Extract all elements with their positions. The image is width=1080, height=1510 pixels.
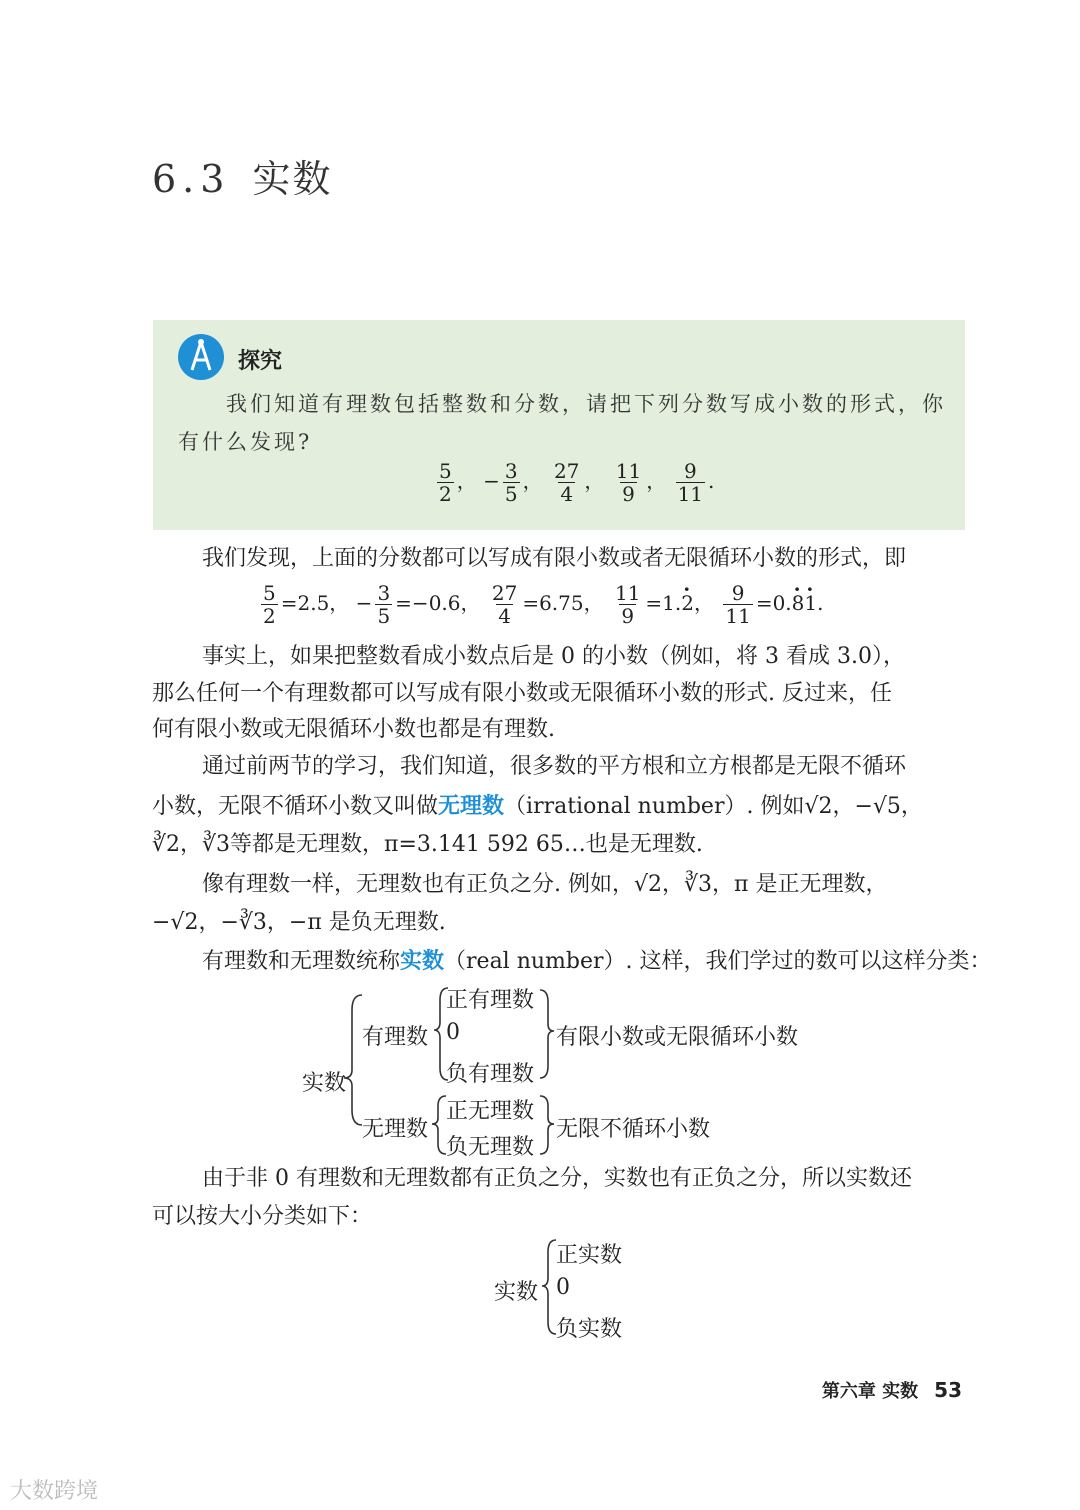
class-pos-irrational: 正无理数 bbox=[446, 1099, 535, 1124]
class-rational: 有理数 bbox=[362, 1025, 429, 1050]
class2-root: 实数 bbox=[494, 1280, 539, 1305]
class-neg-rational: 负有理数 bbox=[446, 1062, 535, 1087]
page-footer bbox=[822, 1377, 962, 1403]
fraction-item: − $\frac{3}{5}$ ， bbox=[483, 459, 543, 506]
class-neg-irrational: 负无理数 bbox=[446, 1135, 535, 1160]
paragraph-2-line-2: 那么任何一个有理数都可以写成有限小数或无限循环小数的形式. 反过来，任 bbox=[152, 681, 892, 706]
paragraph-6-line-2: 可以按大小分类如下： bbox=[152, 1204, 373, 1229]
watermark: 大数跨境 bbox=[10, 1479, 99, 1504]
fraction-item: $\frac{11}{9}$ ， bbox=[615, 459, 667, 506]
explore-line-2: 有什么发现? bbox=[178, 430, 313, 454]
decimal-equations: $\frac{5}{2}$ =2.5， − $\frac{3}{5}$ =−0.6， $\frac{27}{4}$ =6.75， $\frac{11}{9}$ =1.· 2， $\frac{9}{11}$ =0.· 8· 1. bbox=[258, 582, 823, 627]
fraction-item: $\frac{9}{11}$ . bbox=[677, 459, 715, 506]
class-irrational-note: 无限不循环小数 bbox=[556, 1117, 711, 1142]
class-zero: 0 bbox=[446, 1020, 460, 1045]
paragraph-3-line-1: 通过前两节的学习，我们知道，很多数的平方根和立方根都是无限不循环 bbox=[202, 754, 907, 779]
term-irrational: 无理数 bbox=[438, 793, 505, 819]
class-irrational: 无理数 bbox=[362, 1117, 429, 1142]
explore-heading: 探究 bbox=[238, 349, 283, 374]
explore-line-1: 我们知道有理数包括整数和分数，请把下列分数写成小数的形式，你 bbox=[226, 392, 946, 416]
class2-pos: 正实数 bbox=[556, 1243, 623, 1268]
paragraph-4-line-1: 像有理数一样，无理数也有正负之分. 例如，√2，∛3，π 是正无理数， bbox=[202, 872, 888, 897]
fraction-item: $\frac{5}{2}$ ， bbox=[439, 459, 477, 506]
paragraph-5: 有理数和无理数统称实数（real number）. 这样，我们学过的数可以这样分类： bbox=[202, 948, 992, 974]
paragraph-2-line-3: 何有限小数或无限循环小数也都是有理数. bbox=[152, 717, 555, 742]
page-number: 53 bbox=[934, 1378, 962, 1402]
paragraph-1: 我们发现，上面的分数都可以写成有限小数或者无限循环小数的形式，即 bbox=[202, 546, 907, 571]
chapter-label: 第六章 实数 bbox=[821, 1381, 919, 1402]
paragraph-6-line-1: 由于非 0 有理数和无理数都有正负之分，实数也有正负之分，所以实数还 bbox=[202, 1166, 912, 1191]
class-rational-note: 有限小数或无限循环小数 bbox=[556, 1025, 799, 1050]
paragraph-3-line-3: ∛2，∛3等都是无理数，π=3.141 592 65…也是无理数. bbox=[152, 832, 703, 857]
fraction-item: $\frac{27}{4}$ ， bbox=[553, 459, 605, 506]
class-pos-rational: 正有理数 bbox=[446, 988, 535, 1013]
paragraph-2-line-1: 事实上，如果把整数看成小数点后是 0 的小数（例如，将 3 看成 3.0）， bbox=[202, 644, 905, 669]
section-name: 实数 bbox=[252, 157, 333, 201]
section-number: 6.3 bbox=[152, 157, 231, 201]
term-real-number: 实数 bbox=[400, 948, 445, 974]
paragraph-4-line-2: −√2，−∛3，−π 是负无理数. bbox=[152, 910, 446, 935]
paragraph-3-line-2: 小数，无限不循环小数又叫做无理数（irrational number）. 例如√2，−√5， bbox=[152, 793, 923, 819]
class2-zero: 0 bbox=[556, 1275, 570, 1300]
class-root: 实数 bbox=[302, 1071, 347, 1096]
class2-neg: 负实数 bbox=[556, 1317, 623, 1342]
